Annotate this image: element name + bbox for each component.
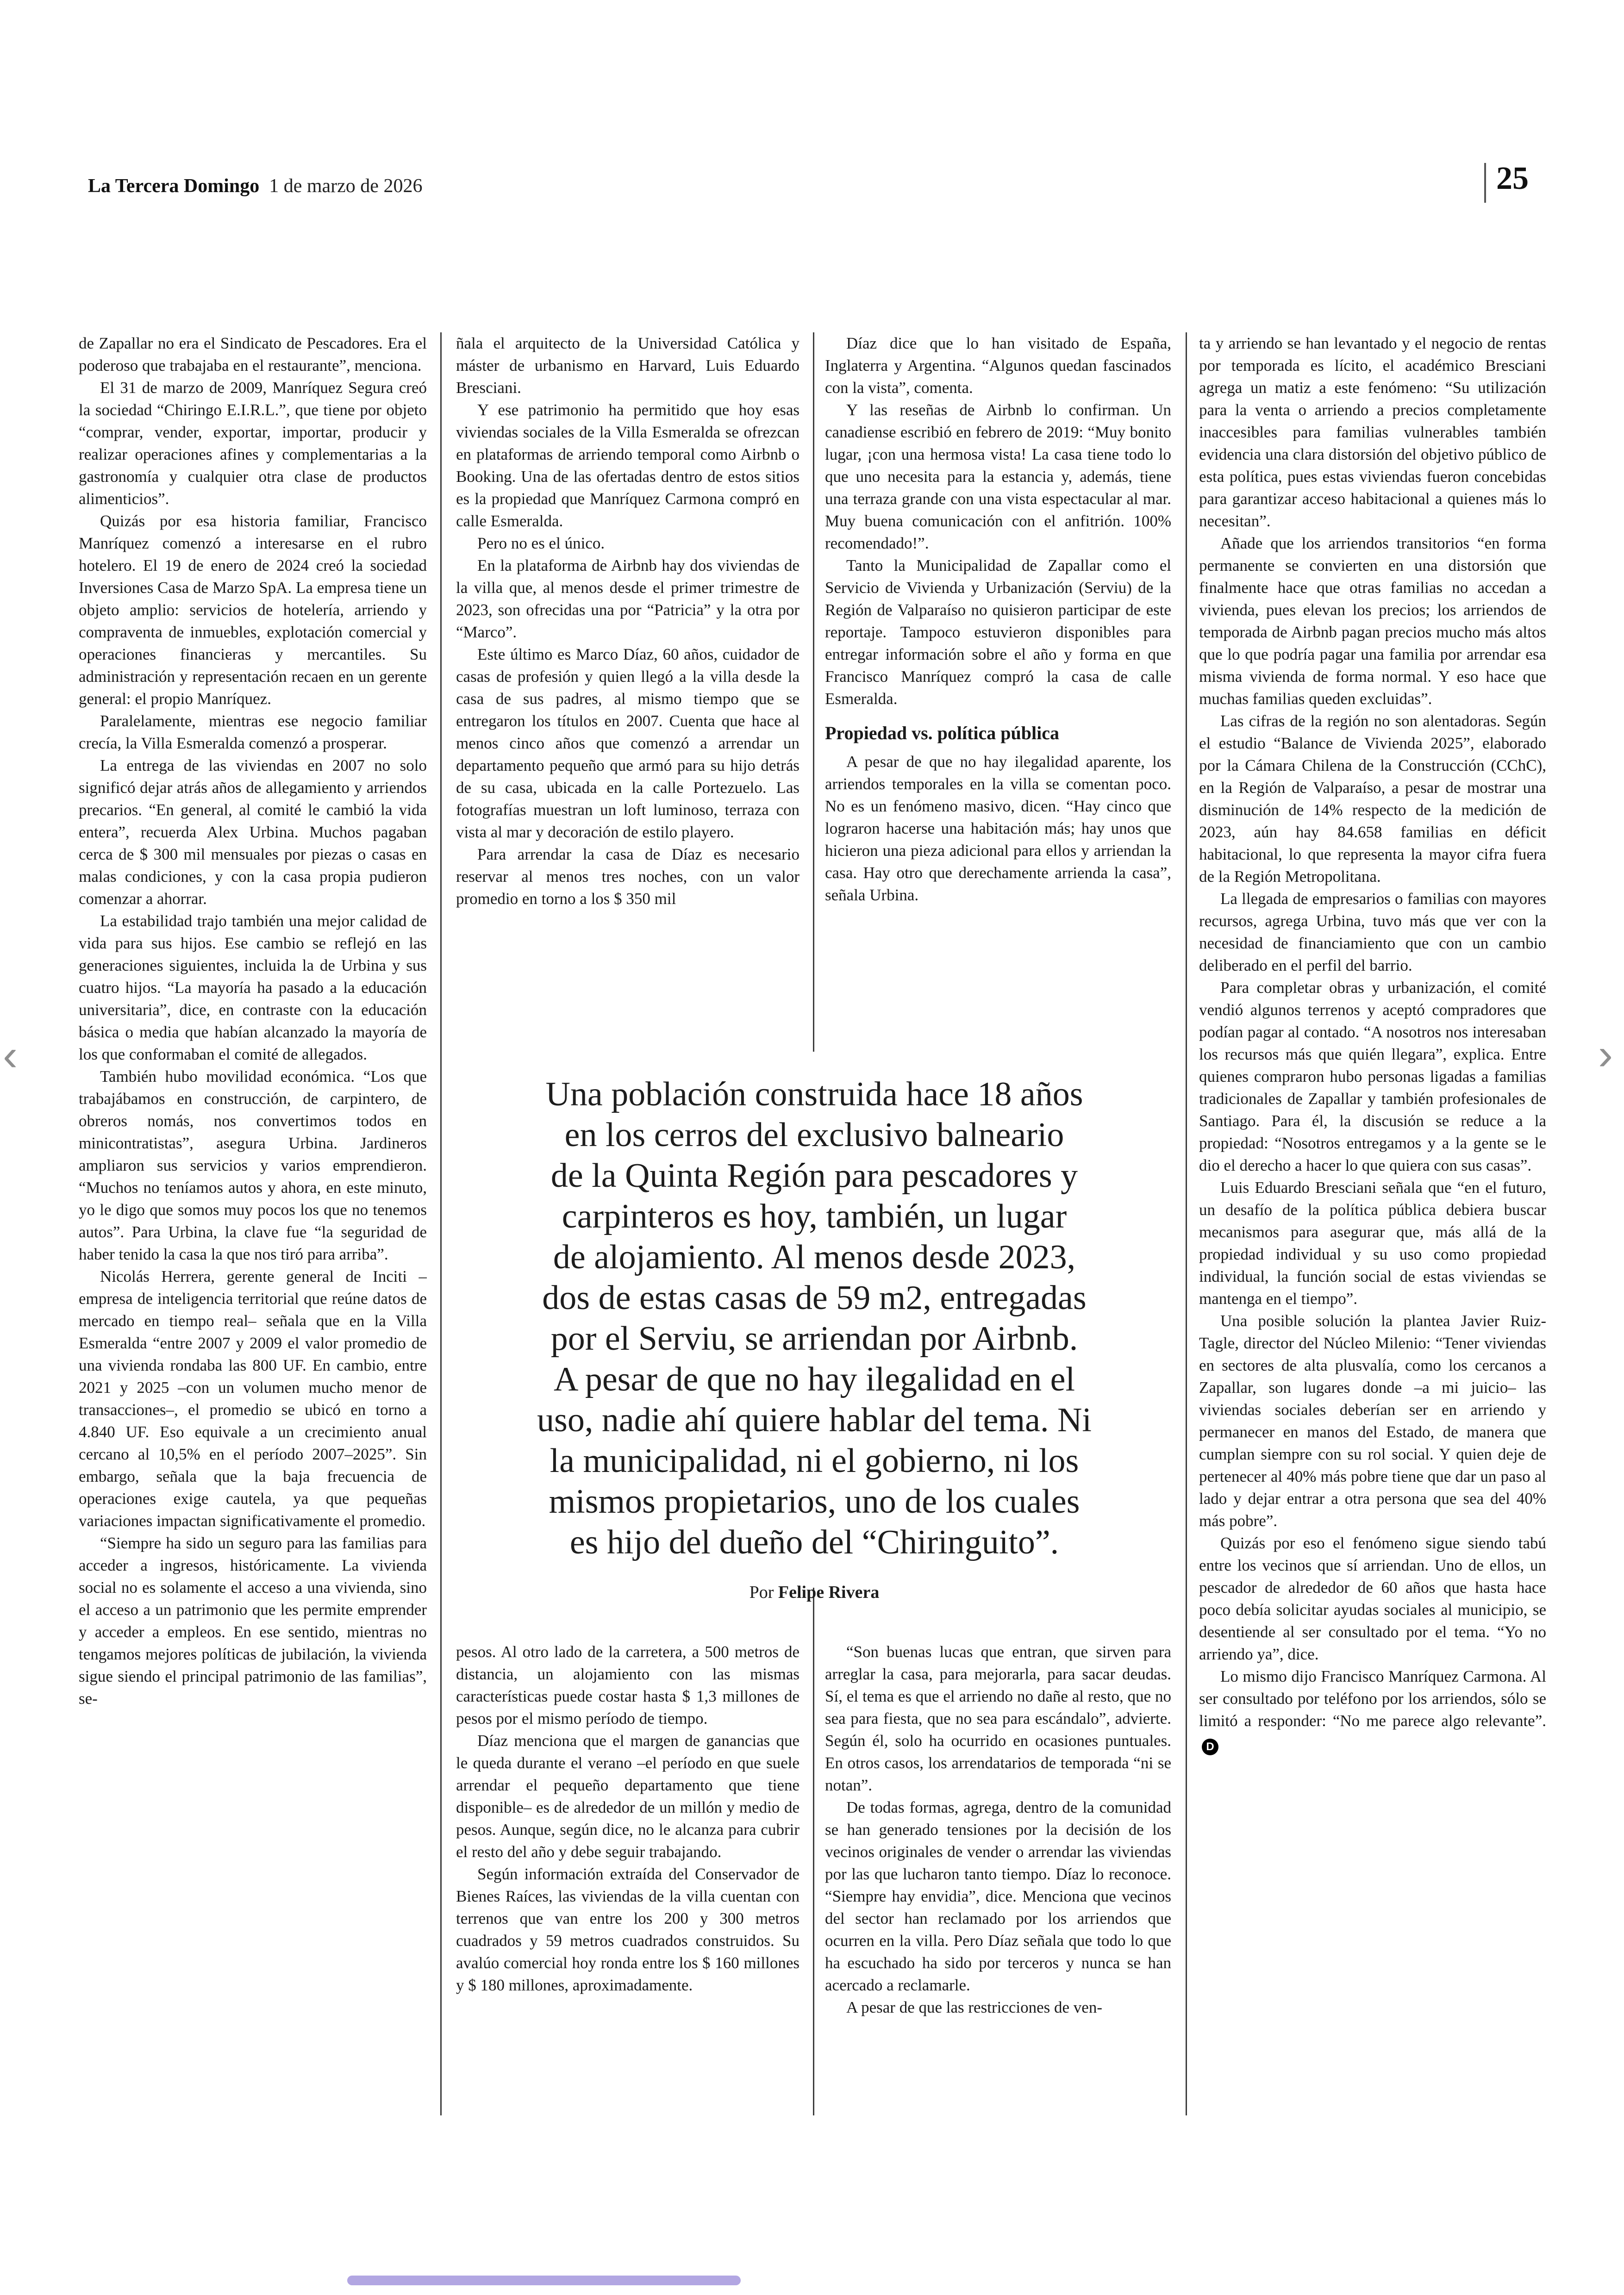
article-column-1 bbox=[79, 332, 427, 2115]
page-number: 25 bbox=[1496, 161, 1529, 196]
paragraph: “Son buenas lucas que entran, que sirven para arreglar la casa, para mejorarla, para sacar deudas. Sí, el tema es que el arriendo no dañe al resto, que no sea para fiesta, que no sea para escándalo”, advierte. Según él, solo ha ocurrido en ocasiones puntuales. En otros casos, los arrendatarios de temporada “ni se notan”. bbox=[825, 1643, 1171, 1794]
paragraph: La estabilidad trajo también una mejor calidad de vida para sus hijos. Ese cambio se reflejó en las generaciones siguientes, incluida la de Urbina y sus cuatro hijos. “La mayoría ha pasado a la educación universitaria”, dice, en contraste con la educación básica o media que habían alcanzado la mayoría de los que conformaban el comité de allegados. bbox=[79, 912, 427, 1063]
paragraph: ta y arriendo se han levantado y el negocio de rentas por temporada es lícito, el académico Bresciani agrega un matiz a este fenómeno: “Su utilización para la venta o arriendo a precios completamente inaccesibles para familias vulnerables también evidencia una clara distorsión del objetivo público de esta política, pues estas viviendas fueron concebidas para garantizar acceso habitacional a quienes más lo necesitan”. bbox=[1199, 334, 1546, 530]
pull-quote bbox=[456, 1074, 1173, 1603]
paragraph-final bbox=[1199, 1665, 1546, 1755]
column-rule-2-lower bbox=[813, 1588, 814, 2115]
pull-quote-line: es hijo del dueño del “Chiringuito”. bbox=[569, 1523, 1059, 1561]
paragraph: A pesar de que no hay ilegalidad aparente, los arriendos temporales en la villa se comentan poco. No es un fenómeno masivo, dicen. “Hay cinco que lograron hacerse una habitación más; hay unos que hicieron una pieza adicional para ellos y arriendan la casa. Hay otro que derechamente arrienda la casa”, señala Urbina. bbox=[825, 753, 1171, 904]
paragraph: Una posible solución la plantea Javier Ruiz-Tagle, director del Núcleo Milenio: “Tener viviendas en sectores de alta plusvalía, como los cercanos a Zapallar, son lugares donde –a mi juicio– las viviendas sociales deberían ser en arriendo y permanecer en manos del Estado, de manera que cumplan siempre con su rol social. Y quien deje de pertenecer al 40% más pobre tiene que dar un paso al lado y dejar entrar a otra persona que sea del 40% más pobre”. bbox=[1199, 1312, 1546, 1530]
column-rule-1 bbox=[440, 332, 442, 2115]
paragraph: Pero no es el único. bbox=[477, 534, 605, 552]
next-page-chevron-icon[interactable]: › bbox=[1598, 1029, 1613, 1079]
paragraph: El 31 de marzo de 2009, Manríquez Segura creó la sociedad “Chiringo E.I.R.L.”, que tiene por objeto “comprar, vender, exportar, importar, producir y realizar operaciones afines y complementarias a la gastronomía y cualquier otra clase de productos alimenticios”. bbox=[79, 379, 427, 508]
paragraph: Este último es Marco Díaz, 60 años, cuidador de casas de profesión y quien llegó a la villa desde la casa de sus padres, al mismo tiempo que se entregaron los títulos en 2007. Cuenta que hace al menos cinco años que comenzó a arrendar un departamento pequeño que armó para su hijo detrás de su casa, ubicada en la calle Portezuelo. Las fotografías muestran un loft luminoso, terraza con vista al mar y decoración de estilo playero. bbox=[456, 645, 800, 841]
pull-quote-line: A pesar de que no hay ilegalidad en el bbox=[553, 1360, 1075, 1398]
paragraph: Y ese patrimonio ha permitido que hoy esas viviendas sociales de la Villa Esmeralda se ofrezcan en plataformas de arriendo temporal como Airbnb o Booking. Una de las ofertadas dentro de estos sitios es la propiedad que Manríquez Carmona compró en calle Esmeralda. bbox=[456, 401, 800, 530]
column-rule-3 bbox=[1186, 332, 1187, 2115]
pull-quote-lines bbox=[456, 1074, 1173, 1563]
horizontal-scrollbar-thumb[interactable] bbox=[347, 2276, 741, 2285]
edition-date-text: 1 de marzo de 2026 bbox=[269, 175, 423, 197]
page-header bbox=[88, 175, 422, 197]
edition-date bbox=[264, 175, 269, 197]
pull-quote-line: dos de estas casas de 59 m2, entregadas bbox=[542, 1279, 1087, 1317]
paragraph: ñala el arquitecto de la Universidad Católica y máster de urbanismo en Harvard, Luis Eduardo Bresciani. bbox=[456, 334, 800, 397]
byline-prefix: Por bbox=[749, 1583, 778, 1602]
pull-quote-line: de la Quinta Región para pescadores y bbox=[550, 1157, 1078, 1195]
article-column-2-lower bbox=[456, 1641, 800, 2115]
pull-quote-line: Una población construida hace 18 años bbox=[545, 1075, 1083, 1113]
pull-quote-line: en los cerros del exclusivo balneario bbox=[564, 1116, 1064, 1154]
article-column-4 bbox=[1199, 332, 1546, 2115]
pull-quote-line: uso, nadie ahí quiere hablar del tema. Ni bbox=[537, 1401, 1092, 1439]
paragraph: “Siempre ha sido un seguro para las familias para acceder a ingresos, históricamente. La vivienda social no es solamente el acceso a una vivienda, sino el acceso a un patrimonio que les permite emprender y acceder a empleos. En ese sentido, mientras no tengamos mejores políticas de jubilación, la vivienda sigue siendo el principal patrimonio de las familias”, se- bbox=[79, 1534, 427, 1708]
page-number-rule bbox=[1484, 163, 1486, 203]
col3-paragraphs bbox=[825, 332, 1171, 710]
column-rule-2-upper bbox=[813, 332, 814, 1052]
paragraph: Para arrendar la casa de Díaz es necesario reservar al menos tres noches, con un valor promedio en torno a los $ 350 mil bbox=[456, 845, 800, 908]
paragraph: Y las reseñas de Airbnb lo confirman. Un canadiense escribió en febrero de 2019: “Muy bonito lugar, ¡con una hermosa vista! La casa tiene todo lo que uno necesita para la estancia y, además, tiene una terraza grande con una vista espectacular al mar. Muy buena comunicación con el anfitrión. 100% recomendado!”. bbox=[825, 401, 1171, 552]
paragraph: La llegada de empresarios o familias con mayores recursos, agrega Urbina, tuvo más que ver con la necesidad de financiamiento que con un cambio deliberado en el perfil del barrio. bbox=[1199, 890, 1546, 974]
masthead: La Tercera Domingo bbox=[88, 175, 260, 197]
previous-page-chevron-icon[interactable]: ‹ bbox=[3, 1030, 18, 1080]
paragraph: Nicolás Herrera, gerente general de Inciti –empresa de inteligencia territorial que reúne datos de mercado en tiempo real– señala que en la Villa Esmeralda “entre 2007 y 2009 el valor promedio de una vivienda rondaba las 800 UF. En cambio, entre 2021 y 2025 –con un volumen mucho menor de transacciones–, el promedio se ubicó en torno a 4.840 UF. Eso equivale a un crecimiento anual cercano al 10,5% en el período 2007–2025”. Sin embargo, señala que la baja frecuencia de operaciones exige cautela, ya que pequeñas variaciones impactan significativamente el promedio. bbox=[79, 1267, 427, 1530]
col4-paragraphs bbox=[1199, 332, 1546, 1665]
paragraph: Para completar obras y urbanización, el comité vendió algunos terrenos y aceptó compradores que podían pagar al contado. “A nosotros nos interesaban los recursos más que quién llegara”, explica. Entre quienes compraron hubo personas ligadas a familias tradicionales de Zapallar y también profesionales de Santiago. Para él, la discusión se reduce a la propiedad: “Nosotros entregamos y a la gente se le dio el derecho a hacer lo que quiera con sus casas”. bbox=[1199, 979, 1546, 1174]
paragraph: de Zapallar no era el Sindicato de Pescadores. Era el poderoso que trabajaba en el restaurante”, menciona. bbox=[79, 334, 427, 374]
paragraph: Luis Eduardo Bresciani señala que “en el futuro, un desafío de la política pública debiera buscar mecanismos para asegurar que, más allá de la propiedad individual y su uso como propiedad individual, la función social de estas viviendas se mantenga en el tiempo”. bbox=[1199, 1179, 1546, 1308]
paragraph: Las cifras de la región no son alentadoras. Según el estudio “Balance de Vivienda 2025”, elaborado por la Cámara Chilena de la Construcción (CChC), en la Región de Valparaíso, a pesar de mostrar una disminución de 14% respecto de la medición de 2023, aún hay 84.658 familias en déficit habitacional, lo que representa la mayor cifra fuera de la Región Metropolitana. bbox=[1199, 712, 1546, 886]
article-column-3-upper bbox=[825, 332, 1171, 1089]
paragraph: Quizás por eso el fenómeno sigue siendo tabú entre los vecinos que sí arriendan. Uno de ellos, un pescador de alrededor de 60 años que hasta hace poco debía solicitar ayudas sociales al municipio, se desentiende al ser consultado por el tema. “Yo no arriendo ya”, dice. bbox=[1199, 1534, 1546, 1663]
paragraph: Díaz dice que lo han visitado de España, Inglaterra y Argentina. “Algunos quedan fascinados con la vista”, comenta. bbox=[825, 334, 1171, 397]
paragraph: Díaz menciona que el margen de ganancias que le queda durante el verano –el período en que suele arrendar el pequeño departamento que tiene disponible– es de alrededor de un millón y medio de pesos. Aunque, según dice, no le alcanza para cubrir el resto del año y debe seguir trabajando. bbox=[456, 1732, 800, 1861]
section-subhead: Propiedad vs. política pública bbox=[825, 723, 1060, 743]
article-column-3-lower bbox=[825, 1641, 1171, 2115]
paragraph: La entrega de las viviendas en 2007 no solo significó dejar atrás años de allegamiento y arriendos precarios. “En general, al comité le cambió la vida entera”, recuerda Alex Urbina. Muchos pagaban cerca de $ 300 mil mensuales por piezas o casas en malas condiciones, y con la casa propia pudieron comenzar a ahorrar. bbox=[79, 756, 427, 908]
paragraph: En la plataforma de Airbnb hay dos viviendas de la villa que, al menos desde el primer trimestre de 2023, son ofrecidas una por “Patricia” y la otra por “Marco”. bbox=[456, 556, 800, 641]
paragraph: También hubo movilidad económica. “Los que trabajábamos en construcción, de carpintero, de obreros nomás, nos convertimos todos en minicontratistas”, asegura Urbina. Jardineros ampliaron sus servicios y varios emprendieron. “Muchos no teníamos autos y ahora, en este minuto, yo le digo que somos muy pocos los que no tenemos autos”. Para Urbina, la clave fue “la seguridad de haber tenido la casa la que nos tiró para arriba”. bbox=[79, 1067, 427, 1263]
pull-quote-line: la municipalidad, ni el gobierno, ni los bbox=[550, 1442, 1079, 1480]
paragraph: Según información extraída del Conservador de Bienes Raíces, las viviendas de la villa cuentan con terrenos que van entre los 200 y 300 metros cuadrados y 59 metros cuadrados construidos. Su avalúo comercial hoy ronda entre los $ 160 millones y $ 180 millones, aproximadamente. bbox=[456, 1865, 800, 1994]
article-column-2-upper bbox=[456, 332, 800, 1052]
pull-quote-line: de alojamiento. Al menos desde 2023, bbox=[553, 1238, 1076, 1276]
byline-author: Felipe Rivera bbox=[778, 1583, 880, 1602]
paragraph: pesos. Al otro lado de la carretera, a 500 metros de distancia, un alojamiento con las mismas características puede costar hasta $ 1,3 millones de pesos por el mismo período de tiempo. bbox=[456, 1643, 800, 1727]
paragraph: Añade que los arriendos transitorios “en forma permanente se convierten en una distorsión que finalmente hace que otras familias no accedan a vivienda, pues elevan los precios; los arriendos de temporada de Airbnb pagan precios mucho más altos que lo que podría pagar una familia por arrendar esa misma vivienda de forma normal. Y eso hace que muchas familias queden excluidas”. bbox=[1199, 534, 1546, 708]
pull-quote-line: carpinteros es hoy, también, un lugar bbox=[562, 1197, 1067, 1235]
end-of-article-mark: D bbox=[1202, 1739, 1218, 1755]
pull-quote-line: por el Serviu, se arriendan por Airbnb. bbox=[550, 1320, 1078, 1358]
paragraph: Paralelamente, mientras ese negocio familiar crecía, la Villa Esmeralda comenzó a prosperar. bbox=[79, 712, 427, 752]
paragraph: De todas formas, agrega, dentro de la comunidad se han generado tensiones por la decisión de los vecinos originales de vender o arrendar las viviendas por las que lucharon tanto tiempo. Díaz lo reconoce. “Siempre hay envidia”, dice. Menciona que vecinos del sector han reclamado por los arriendos que ocurren en la villa. Pero Díaz señala que todo lo que ha escuchado ha sido por terceros y nunca se han acercado a reclamarle. bbox=[825, 1798, 1171, 1994]
col3-paragraphs-after-subhead bbox=[825, 751, 1171, 906]
final-paragraph-text: Lo mismo dijo Francisco Manríquez Carmona. Al ser consultado por teléfono por los arriendos, sólo se limitó a responder: “No me parece algo relevante”. bbox=[1199, 1667, 1546, 1730]
paragraph: A pesar de que las restricciones de ven- bbox=[846, 1998, 1102, 2016]
paragraph: Quizás por esa historia familiar, Francisco Manríquez comenzó a interesarse en el rubro hotelero. El 19 de enero de 2024 creó la sociedad Inversiones Casa de Marzo SpA. La empresa tiene un objeto amplio: servicios de hotelería, arriendo y compraventa de inmuebles, explotación comercial y operaciones financieras y mercantiles. Su administración y representación recaen en un gerente general: el propio Manríquez. bbox=[79, 512, 427, 708]
byline bbox=[456, 1582, 1173, 1603]
pull-quote-line: mismos propietarios, uno de los cuales bbox=[549, 1483, 1080, 1521]
paragraph: Tanto la Municipalidad de Zapallar como el Servicio de Vivienda y Urbanización (Serviu) de la Región de Valparaíso no quisieron participar de este reportaje. Tampoco estuvieron disponibles para entregar información sobre el año y forma en que Francisco Manríquez compró la casa de calle Esmeralda. bbox=[825, 556, 1171, 708]
